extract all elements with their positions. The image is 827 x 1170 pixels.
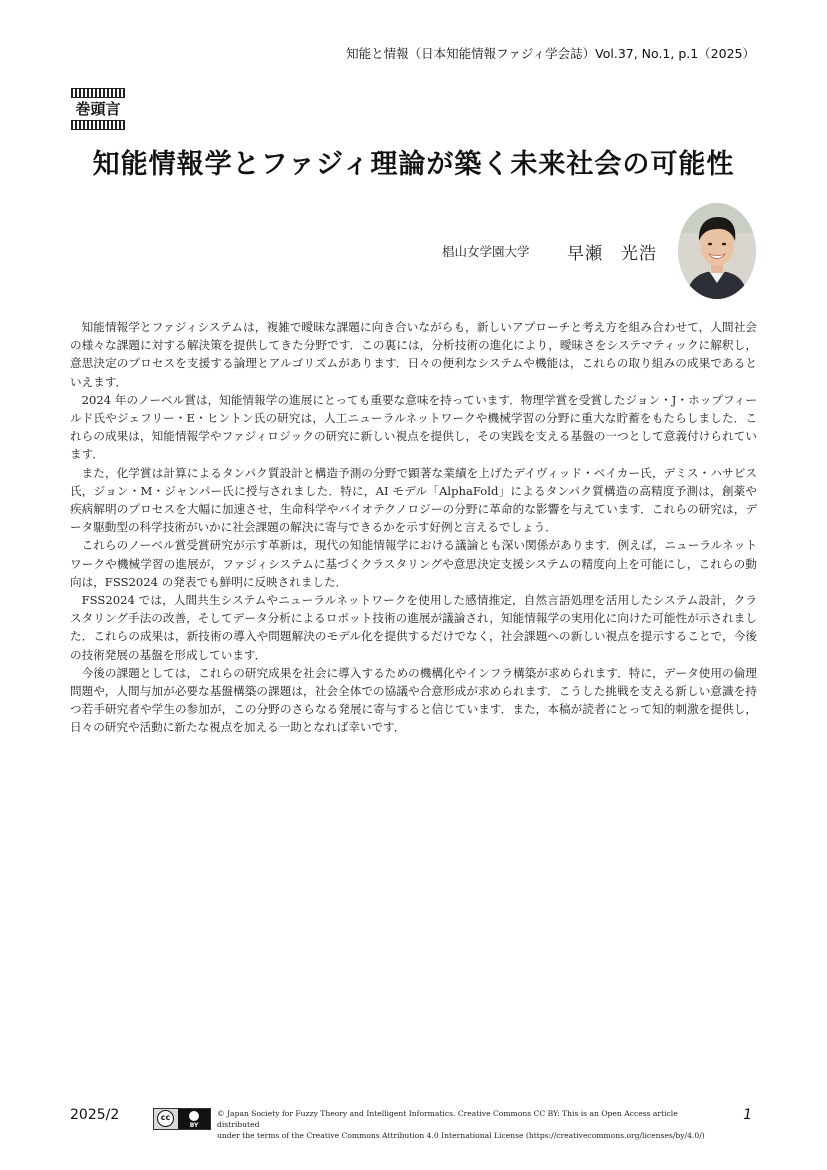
cc-by-license-badge[interactable] [153, 1108, 211, 1130]
license-line[interactable]: under the terms of the Creative Commons Attribution 4.0 International License (https://creativecommons.org/licenses/by/4.0/) [217, 1131, 705, 1140]
footer-date: 2025/2 [70, 1107, 120, 1123]
author-portrait-illustration [678, 203, 756, 299]
license-line: © Japan Society for Fuzzy Theory and Intelligent Informatics. Creative Commons CC BY: This is an Open Access article distributed [217, 1109, 678, 1129]
author-name: 早瀬 光浩 [567, 244, 657, 264]
hatch-decoration-bottom [71, 120, 125, 130]
by-label: BY [189, 1122, 199, 1129]
body-paragraph: これらのノーベル賞受賞研究が示す革新は，現代の知能情報学における議論とも深い関係があります．例えば，ニューラルネットワークや機械学習の進展が，ファジィシステムに基づくクラスタリングや意思決定支援システムの精度向上を可能にし，これらの動向は，FSS2024 の発表でも鮮明に反映されました． [70, 538, 757, 589]
page-number: 1 [743, 1107, 752, 1123]
author-affiliation: 椙山女学園大学 [442, 244, 530, 259]
hatch-decoration-top [71, 88, 125, 98]
body-paragraph: 今後の課題としては，これらの研究成果を社会に導入するための機構化やインフラ構築が求められます．特に，データ使用の倫理問題や，人間与加が必要な基盤構築の課題は，社会全体での協議や合意形成が求められます．こうした挑戦を支える新しい意識を持つ若手研究者や学生の参加が，この分野のさらなる発展に寄与すると信じています．また，本稿が読者にとって知的刺激を提供し，日々の研究や活動に新たな視点を加える一助となれば幸いです． [70, 665, 757, 735]
by-icon [178, 1109, 210, 1129]
article-title: 知能情報学とファジィ理論が築く未来社会の可能性 [92, 149, 735, 180]
running-header: 知能と情報（日本知能情報ファジィ学会誌）Vol.37, No.1, p.1（2025） [346, 46, 755, 61]
article-body [70, 318, 757, 737]
section-label [71, 88, 125, 130]
section-label-text: 巻頭言 [75, 100, 121, 118]
author-photo [678, 203, 756, 299]
body-paragraph: 2024 年のノーベル賞は，知能情報学の進展にとっても重要な意味を持っています．物理学賞を受賞したジョン・J・ホップフィールド氏やジェフリー・E・ヒントン氏の研究は，人工ニューラルネットワークや機械学習の分野に重大な貯蓄をもたらしました．これらの成果は，知能情報学やファジィロジックの研究に新しい視点を提供し，その実践を支える基盤の一つとして意義付けられています． [70, 392, 757, 462]
body-paragraph: また，化学賞は計算によるタンパク質設計と構造予測の分野で顕著な業績を上げたデイヴィッド・ベイカー氏，デミス・ハサビス氏，ジョン・M・ジャンパー氏に授与されました．特に，AI モデル「AlphaFold」によるタンパク質構造の高精度予測は，創薬や疾病解明のプロセスを大幅に加速させ，生命科学やバイオテクノロジーの分野に革命的な影響を与えています．これらの研究は，データ駆動型の科学技術がいかに社会課題の解決に寄与できるかを示す好例と言えるでしょう． [70, 465, 757, 535]
person-icon [189, 1111, 199, 1121]
body-paragraph: FSS2024 では，人間共生システムやニューラルネットワークを使用した感情推定，自然言語処理を活用したシステム設計，クラスタリング手法の改善，そしてデータ分析によるロボット技術の進展が議論され，知能情報学の実用化に向けた可能性が示されました．これらの成果は，新技術の導入や問題解決のモデル化を提供するだけでなく，社会課題への新しい視点を提示することで，今後の技術発展の基盤を形成しています． [70, 593, 757, 662]
body-paragraph: 知能情報学とファジィシステムは，複雑で曖昧な課題に向き合いながらも，新しいアプローチと考え方を組み合わせて，人間社会の様々な課題に対する解決策を提供してきた分野です．この裏には，分析技術の進化により，曖昧さをシステマティックに解釈し，意思決定のプロセスを支援する論理とアルゴリズムがあります．日々の便利なシステムや機能は，これらの取り組みの成果であるといえます． [70, 320, 757, 389]
cc-icon: cc [157, 1110, 174, 1127]
license-notice [217, 1108, 707, 1141]
